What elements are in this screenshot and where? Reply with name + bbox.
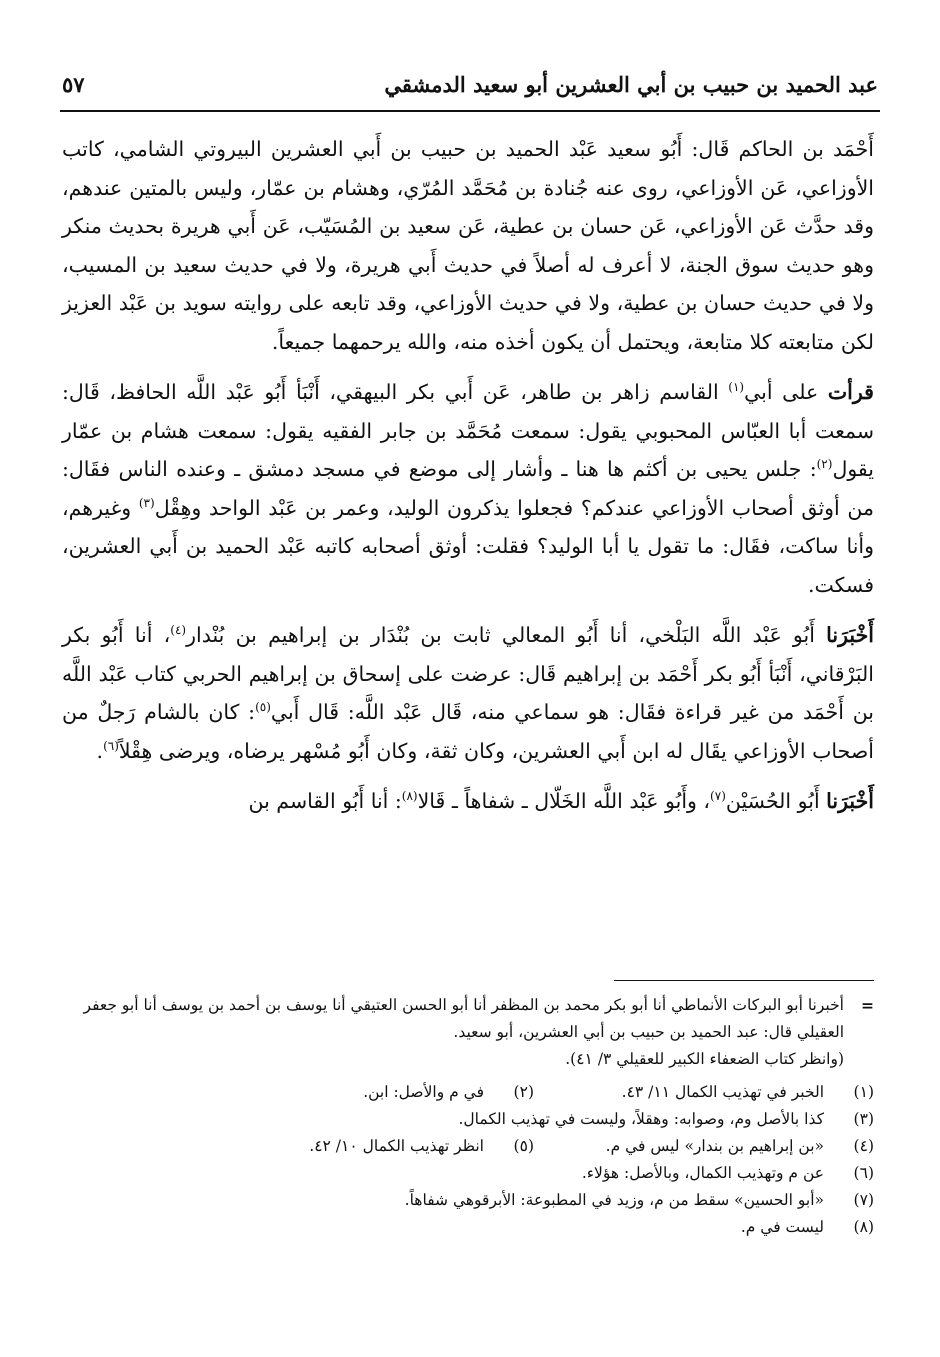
main-text xyxy=(62,130,874,833)
footnote-number: (٥) xyxy=(513,1137,534,1155)
footnote-continuation xyxy=(62,992,874,1073)
paragraph-3 xyxy=(62,616,874,770)
paragraph-2 xyxy=(62,373,874,604)
footnote-ref-6: (٦) xyxy=(103,738,119,753)
paragraph-1-text: أَحْمَد بن الحاكم قَال: أَبُو سعيد عَبْد الحميد بن حبيب بن أَبي العشرين البيروتي الشامي، كاتب الأوزاعي، عَن الأوزاعي، روى عنه جُنادة بن مُحَمَّد المُرّي، وهشام بن عمّار، وليس بالمتين عندهم، وقد حدَّث عَن الأوزاعي، عَن حسان بن عطية، عَن سعيد بن المُسَيّب، عَن أَبي هريرة بحديث منكر وهو حديث سوق الجنة، لا أعرف له أصلاً في حديث أَبي هريرة، ولا في حديث سعيد بن المسيب، ولا في حديث حسان بن عطية، ولا في حديث الأوزاعي، وقد تابعه على روايته سويد بن عَبْد العزيز لكن متابعته كلا متابعة، ويحتمل أن يكون أخذه منه، والله يرحمهما جميعاً. xyxy=(62,137,874,354)
footnote-number: (٤) xyxy=(853,1137,874,1155)
footnote-row xyxy=(62,1106,874,1133)
footnote-ref-7: (٧) xyxy=(710,789,726,804)
continuation-mark: = xyxy=(861,996,874,1015)
paragraph-3-lead: أَخْبَرَنا xyxy=(826,623,874,647)
footnote-number: (٦) xyxy=(853,1164,874,1182)
page-number: ٥٧ xyxy=(62,71,85,97)
footnote-number: (١) xyxy=(853,1083,874,1101)
paragraph-2-text-b: القاسم زاهر بن طاهر، عَن أَبي بكر البيهقي، أَنْبَأ أَبُو عَبْد اللَّه الحافظ، قَال: سمعت أبا العبّاس المحبوبي يقول: سمعت مُحَمَّد بن جابر الفقيه يقول: سمعت هشام بن عمّار يقول xyxy=(62,380,874,481)
footnote-text: «أبو الحسين» سقط من م، وزيد في المطبوعة: الأبرقوهي شفاهاً. xyxy=(404,1191,824,1209)
footnote-text: عن م وتهذيب الكمال، وبالأصل: هؤلاء. xyxy=(581,1164,824,1182)
footnote-item xyxy=(582,1160,874,1187)
page-header xyxy=(62,62,878,106)
footnote-item xyxy=(194,1133,534,1160)
footnote-number: (٨) xyxy=(853,1218,874,1236)
footnote-number: (٢) xyxy=(513,1083,534,1101)
paragraph-4-text-a: أَبُو الحُسَيْن xyxy=(725,789,820,813)
footnote-text: كذا بالأصل وم، وصوابه: وهقلاً، وليست في تهذيب الكمال. xyxy=(458,1110,824,1128)
continuation-line-2: (وانظر كتاب الضعفاء الكبير للعقيلي ٣/ ٤١). xyxy=(565,1050,844,1068)
footnote-text: الخبر في تهذيب الكمال ١١/ ٤٣. xyxy=(621,1083,824,1101)
paragraph-4 xyxy=(62,782,874,821)
footnote-row xyxy=(62,1214,874,1241)
footnote-item xyxy=(458,1106,874,1133)
footnote-item xyxy=(405,1187,874,1214)
footnote-item xyxy=(534,1133,874,1160)
footnote-list xyxy=(62,1079,874,1241)
footnote-item xyxy=(194,1079,534,1106)
paragraph-4-lead: أَخْبَرَنا xyxy=(826,789,874,813)
paragraph-2-text-d: وغيرهم، وأنا ساكت، فقَال: ما تقول يا أبا الوليد؟ فقلت: أوثق أصحابه كاتبه عَبْد الحميد بن أَبي العشرين، فسكت. xyxy=(62,495,874,597)
paragraph-3-text-d: . xyxy=(96,738,104,763)
footnote-rule xyxy=(614,980,874,981)
paragraph-2-text-a: على أبي xyxy=(744,380,819,404)
footnote-text: انظر تهذيب الكمال ١٠/ ٤٢. xyxy=(309,1137,484,1155)
footnote-row xyxy=(62,1133,874,1160)
footnote-text: «بن إبراهيم بن بندار» ليس في م. xyxy=(605,1137,824,1155)
footnote-ref-5: (٥) xyxy=(255,700,271,715)
footnote-ref-3: (٣) xyxy=(138,495,155,510)
footnote-item xyxy=(534,1079,874,1106)
paragraph-2-lead: قرأت xyxy=(827,380,874,404)
paragraph-3-text-a: أَبُو عَبْد اللَّه البَلْخي، أنا أَبُو المعالي ثابت بن بُنْدَار بن إبراهيم بن بُنْدار xyxy=(186,623,815,647)
footnote-number: (٣) xyxy=(853,1110,874,1128)
paragraph-3-text-c: : كان بالشام رَجلٌ من أصحاب الأوزاعي يقَال له ابن أَبي العشرين، وكان ثقة، وكان أَبُو مُسْهر يرضاه، ويرضى هِقْلاً xyxy=(62,700,874,763)
footnote-ref-2: (٢) xyxy=(816,457,833,472)
footnote-number: (٧) xyxy=(853,1191,874,1209)
footnote-row xyxy=(62,1160,874,1187)
footnote-row xyxy=(62,1187,874,1214)
footnotes xyxy=(62,992,874,1241)
paragraph-1 xyxy=(62,130,874,361)
paragraph-2-text-c: : جلس يحيى بن أكثم ها هنا ـ وأشار إلى موضع في مسجد دمشق ـ وعنده الناس فقَال: من أوثق أصحاب الأوزاعي عندكم؟ فجعلوا يذكرون الوليد، وعمر بن عَبْد الواحد وهِقْل xyxy=(62,457,874,520)
header-rule xyxy=(60,110,880,112)
footnote-ref-4: (٤) xyxy=(170,623,187,638)
running-title: عبد الحميد بن حبيب بن أبي العشرين أبو سعيد الدمشقي xyxy=(384,71,878,97)
continuation-line-1: أخبرنا أبو البركات الأنماطي أنا أبو بكر محمد بن المظفر أنا أبو الحسن العتيقي أنا يوسف بن أحمد بن يوسف أنا أبو جعفر العقيلي قال: عبد الحميد بن حبيب بن أبي العشرين، أبو سعيد. xyxy=(83,996,844,1041)
footnote-ref-8: (٨) xyxy=(401,789,418,804)
footnote-ref-1: (١) xyxy=(728,380,745,395)
paragraph-4-text-c: : أنا أَبُو القاسم بن xyxy=(248,789,402,813)
paragraph-4-text-b: ، وأَبُو عَبْد اللَّه الخَلّال ـ شفاهاً ـ قَالا xyxy=(417,789,711,813)
paragraph-3-text-b: ، أنا أَبُو بكر البَرْقاني، أَنْبَأ أَبُو بكر أَحْمَد بن إبراهيم قَال: عرضت على إسحاق بن إبراهيم الحربي كتاب عَبْد اللَّه بن أَحْمَد من غير قراءة فقَال: هو سماعي منه، قَال عَبْد اللَّه: قَال أَبي xyxy=(62,623,875,724)
footnote-item xyxy=(741,1214,874,1241)
footnote-text: في م والأصل: ابن. xyxy=(363,1083,484,1101)
footnote-row xyxy=(62,1079,874,1106)
footnote-text: ليست في م. xyxy=(740,1218,824,1236)
